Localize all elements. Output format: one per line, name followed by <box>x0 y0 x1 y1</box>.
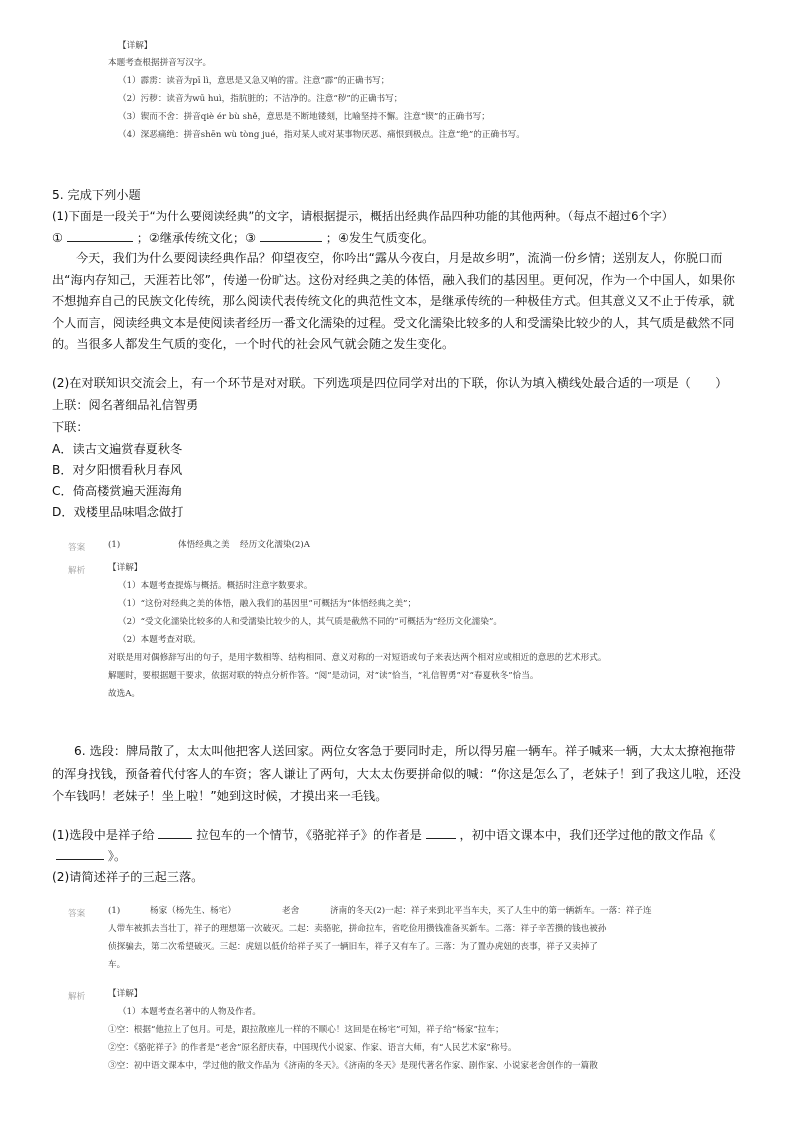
analysis-line: （1）本题考查提炼与概括。概括时注意字数要求。 <box>118 581 313 591</box>
answer-part: (1) <box>108 540 121 550</box>
answer-text: 老舍 <box>282 906 300 916</box>
fill-text: ；②继承传统文化；③ <box>136 231 257 245</box>
option-a: A．读古文遍赏春夏秋冬 <box>52 442 183 456</box>
analysis-line: ③空：初中语文课本中，学过他的散文作品为《济南的冬天》。《济南的冬天》是现代著名作家、剧作家、小说家老舍创作的一篇散 <box>108 1061 598 1071</box>
reading-passage: 今天，我们为什么要阅读经典作品？仰望夜空，你吟出“露从今夜白，月是故乡明”，流淌一份乡情；送别友人，你脱口而出“海内存知己，天涯若比邻”，传递一份旷达。这份对经典之美的体悟，融入我们的基因里。更何况，作为一个中国人，如果你不想抛弃自己的民族文化传统，那么阅读代表传统文化的典范性文本，是继承传统的一种极佳方式。但其意义又不止于传承，就个人而言，阅读经典文本是使阅读者经历一番文化濡染的过程。受文化濡染比较多的人和受濡染比较少的人，其气质是截然不同的。当很多人都发生气质的变化，一个时代的社会风气就会随之发生变化。 <box>52 251 735 351</box>
couplet-upper: 上联：阅名著细品礼信智勇 <box>52 398 199 412</box>
answer-label: 答案 <box>68 909 86 919</box>
analysis-label: 解析 <box>68 566 86 576</box>
prompt-text: 》。 <box>107 849 127 863</box>
question-title: 5. 完成下列小题 <box>52 188 141 202</box>
question-prompt <box>52 826 715 843</box>
explanation-item: （3）锲而不舍：拼音qiè ér bù shě，意思是不断地镂刻，比喻坚持不懈。注意“锲”的正确书写； <box>118 112 490 122</box>
answer-blank[interactable] <box>56 847 104 860</box>
option-d: D．戏楼里品味唱念做打 <box>52 505 184 519</box>
answer-blank[interactable] <box>67 229 133 242</box>
explanation-item: （1）霹雳：读音为pī lì，意思是又急又响的雷。注意“霹”的正确书写； <box>118 76 390 86</box>
answer-text: 经历文化濡染(2)A <box>240 540 310 550</box>
analysis-line: 对联是用对偶修辞写出的句子，是用字数相等、结构相同、意义对称的一对短语或句子来表达两个相对应或相近的意思的艺术形式。 <box>108 653 607 663</box>
analysis-line: ①空：根据“他拉上了包月。可是，跟拉散座儿一样的不顺心！这回是在杨宅”可知，祥子给“杨家”拉车； <box>108 1025 504 1035</box>
answer-text: 济南的冬天(2)一起：祥子来到北平当车夫，买了人生中的第一辆新车。一落：祥子连 <box>330 906 652 916</box>
analysis-line: 解题时，要根据题干要求，依据对联的特点分析作答。“阅”是动词，对“读”恰当，“礼信智勇”对“春夏秋冬”恰当。 <box>108 671 539 681</box>
explanation-item: （2）污秽：读音为wū huì，指肮脏的；不洁净的。注意“秽”的正确书写； <box>118 94 403 104</box>
explanation-intro: 本题考查根据拼音写汉字。 <box>108 58 212 68</box>
analysis-line: ②空：《骆驼祥子》的作者是“老舍”原名舒庆春，中国现代小说家、作家、语言大师，有“人民艺术家”称号。 <box>108 1043 517 1053</box>
option-b: B．对夕阳惯看秋月春风 <box>52 463 183 477</box>
answer-blank[interactable] <box>426 826 456 839</box>
analysis-heading: 【详解】 <box>108 563 143 573</box>
analysis-line: （1）本题考查名著中的人物及作者。 <box>118 1007 261 1017</box>
analysis-line: （1）“这份对经典之美的体悟，融入我们的基因里”可概括为“体悟经典之美”； <box>118 599 417 609</box>
analysis-line: （2）“受文化濡染比较多的人和受濡染比较少的人，其气质是截然不同的”可概括为“经历文化濡染”。 <box>118 617 502 627</box>
analysis-label: 解析 <box>68 992 86 1002</box>
answer-text: 人带车被抓去当壮丁，祥子的理想第一次破灭。二起：卖骆驼，拼命拉车，省吃俭用攒钱准备买新车。二落：祥子辛苦攒的钱也被孙 <box>108 924 607 934</box>
couplet-lower: 下联： <box>52 420 89 434</box>
question-prompt <box>56 847 126 864</box>
question-prompt: (2)在对联知识交流会上，有一个环节是对对联。下列选项是四位同学对出的下联，你认为填入横线处最合适的一项是（ ） <box>52 376 728 390</box>
answer-part: (1) <box>108 906 121 916</box>
answer-text: 体悟经典之美 <box>178 540 230 550</box>
answer-blank[interactable] <box>158 826 192 839</box>
fill-marker: ① <box>52 231 63 245</box>
fill-in-line <box>52 229 434 246</box>
analysis-line: 故选A。 <box>108 689 140 699</box>
prompt-text: ，初中语文课本中，我们还学过他的散文作品《 <box>459 828 716 842</box>
prompt-text: (1)选段中是祥子给 <box>52 828 155 842</box>
answer-text: 车。 <box>108 960 126 970</box>
explanation-heading: 【详解】 <box>118 41 153 51</box>
option-c: C．倚高楼赏遍天涯海角 <box>52 484 183 498</box>
analysis-heading: 【详解】 <box>108 989 143 999</box>
analysis-line: （2）本题考查对联。 <box>118 635 201 645</box>
question-prompt: (2)请简述祥子的三起三落。 <box>52 870 204 884</box>
explanation-item: （4）深恶痛绝：拼音shēn wù tòng jué，指对某人或对某事物厌恶、痛恨到极点。注意“绝”的正确书写。 <box>118 130 525 140</box>
reading-passage: 6. 选段：牌局散了，太太叫他把客人送回家。两位女客急于要同时走，所以得另雇一辆车。祥子喊来一辆，大太太撩袍拖带的浑身找钱，预备着代付客人的车资；客人谦让了两句，大太太伤要拼命似的喊：“你这是怎么了，老妹子！到了我这儿啦，还没个车钱吗！老妹子！坐上啦！”她到这时候，才摸出来一毛钱。 <box>52 744 741 803</box>
answer-text: 杨家（杨先生、杨宅） <box>150 906 236 916</box>
answer-text: 侦探骗去，第二次希望破灭。三起：虎妞以低价给祥子买了一辆旧车，祥子又有车了。三落：为了置办虎妞的丧事，祥子又卖掉了 <box>108 942 598 952</box>
answer-label: 答案 <box>68 543 86 553</box>
answer-blank[interactable] <box>260 229 322 242</box>
fill-text: ；④发生气质变化。 <box>325 231 435 245</box>
prompt-text: 拉包车的一个情节，《骆驼祥子》的作者是 <box>196 828 422 842</box>
question-prompt: (1)下面是一段关于“为什么要阅读经典”的文字，请根据提示，概括出经典作品四种功能的其他两种。（每点不超过6个字） <box>52 209 674 223</box>
